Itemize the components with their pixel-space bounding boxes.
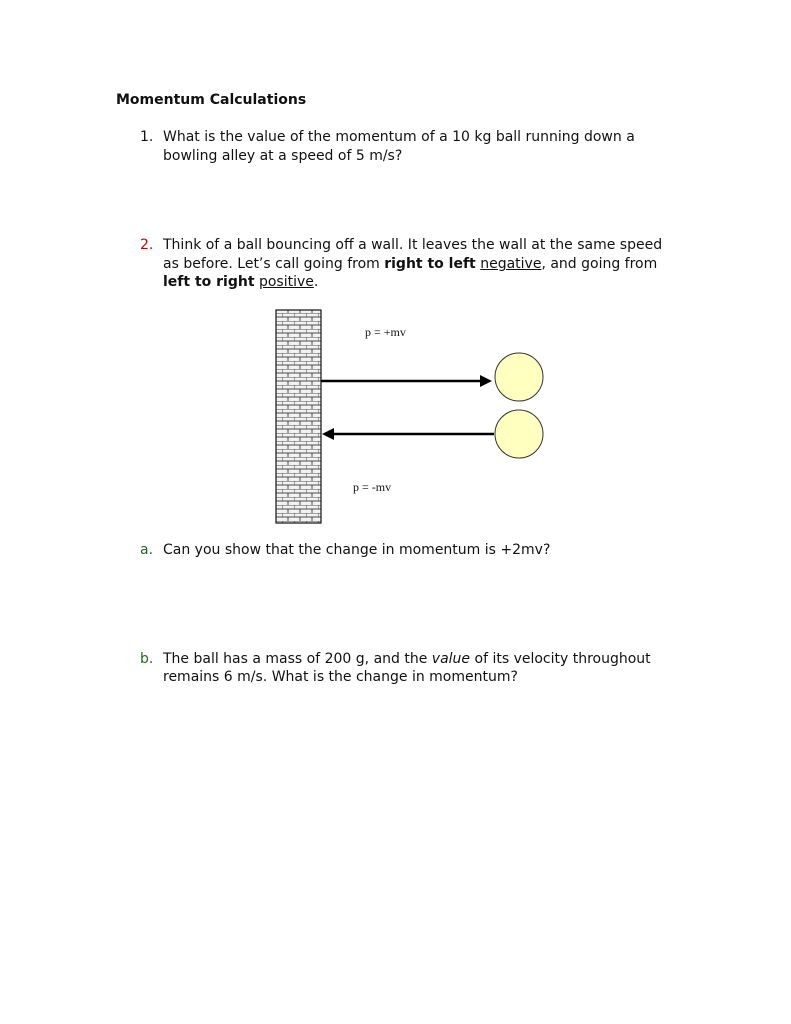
question-2-line-2-start: as before. Let’s call going from: [163, 256, 385, 272]
question-2-number: 2.: [140, 237, 154, 253]
brick-wall: [276, 310, 321, 523]
question-b-line-1-end: of its velocity throughout: [470, 651, 651, 667]
value-text: value: [431, 651, 471, 667]
right-arrow: [321, 375, 492, 387]
question-1-line-1: What is the value of the momentum of a 10 kg ball running down a: [163, 129, 635, 145]
question-b-line-1-start: The ball has a mass of 200 g, and the: [163, 651, 432, 667]
negative-text: negative: [480, 256, 542, 272]
ball-upper: [495, 353, 543, 401]
left-to-right-text: left to right: [163, 274, 255, 290]
question-2-line-3: [163, 273, 663, 292]
right-to-left-text: right to left: [384, 256, 476, 272]
question-b-letter: b.: [140, 651, 154, 667]
question-2-period: .: [313, 274, 319, 290]
page-title: Momentum Calculations: [116, 92, 307, 108]
question-b-line-2: remains 6 m/s. What is the change in momentum?: [163, 669, 518, 685]
wall-bounce-diagram: [270, 305, 560, 530]
left-arrow: [322, 428, 494, 440]
question-1-number: 1.: [140, 129, 154, 145]
positive-text: positive: [258, 274, 314, 290]
question-a-text: Can you show that the change in momentum is +2mv?: [163, 542, 551, 558]
ball-lower: [495, 410, 543, 458]
question-2-line-2-end: , and going from: [541, 256, 658, 272]
question-b-line-1: [163, 650, 663, 669]
question-1-line-2: bowling alley at a speed of 5 m/s?: [163, 148, 403, 164]
negative-momentum-label: p = -mv: [353, 480, 392, 494]
question-2-line-1: Think of a ball bouncing off a wall. It leaves the wall at the same speed: [163, 237, 663, 253]
question-2-line-2: [163, 255, 663, 274]
question-a-letter: a.: [140, 542, 154, 558]
positive-momentum-label: p = +mv: [365, 325, 406, 339]
